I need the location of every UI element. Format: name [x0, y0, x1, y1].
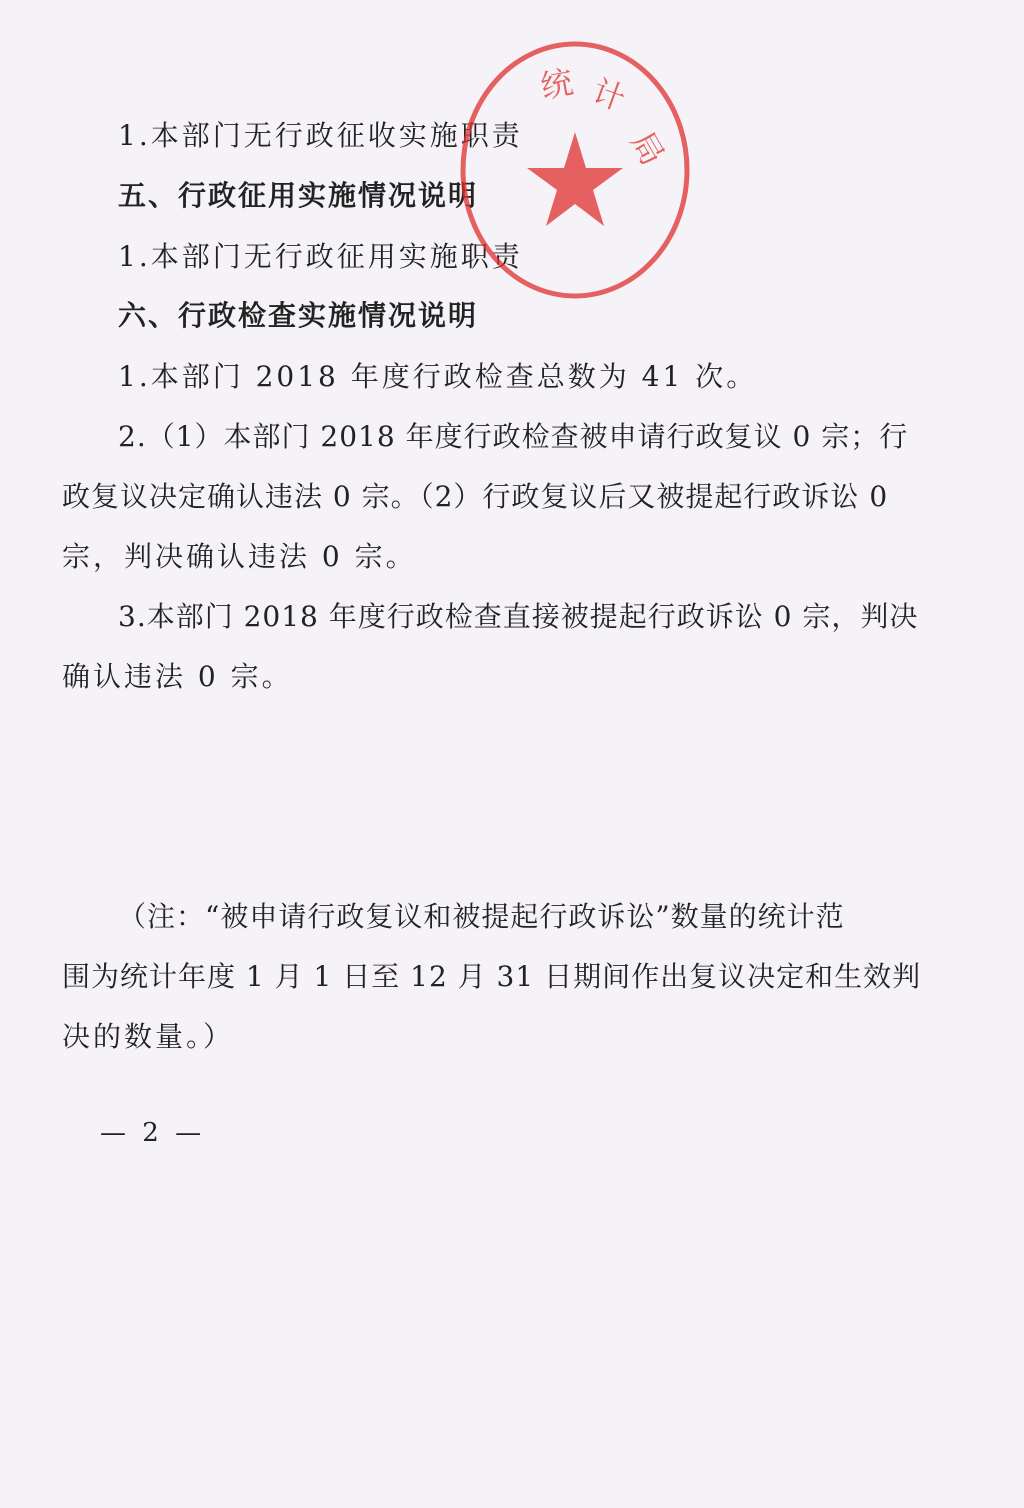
seal-star-icon [527, 132, 623, 226]
note-line: 围为统计年度 1 月 1 日至 12 月 31 日期间作出复议决定和生效判 [62, 960, 922, 993]
paragraph-line: 宗，判决确认违法 0 宗。 [62, 540, 417, 573]
paragraph-line: 2.（1）本部门 2018 年度行政检查被申请行政复议 0 宗；行 [118, 420, 909, 453]
paragraph-line: 确认违法 0 宗。 [62, 660, 293, 693]
seal-text-char: 局 [623, 125, 672, 172]
note-line: 决的数量。） [62, 1020, 235, 1053]
page-number: — 2 — [100, 1118, 206, 1148]
official-seal-stamp [455, 40, 695, 310]
section-heading: 五、行政征用实施情况说明 [118, 179, 479, 212]
paragraph-line: 政复议决定确认违法 0 宗。（2）行政复议后又被提起行政诉讼 0 [62, 480, 889, 513]
paragraph-line: 1.本部门无行政征收实施职责 [118, 119, 523, 152]
paragraph-line: 1.本部门 2018 年度行政检查总数为 41 次。 [118, 360, 758, 393]
paragraph-line: 3.本部门 2018 年度行政检查直接被提起行政诉讼 0 宗，判决 [118, 600, 919, 633]
seal-text-char: 统 [537, 62, 576, 106]
seal-text-char: 计 [587, 71, 631, 119]
paragraph-line: 1.本部门无行政征用实施职责 [118, 240, 523, 273]
section-heading: 六、行政检查实施情况说明 [118, 299, 479, 332]
note-line: （注：“被申请行政复议和被提起行政诉讼”数量的统计范 [118, 900, 845, 933]
